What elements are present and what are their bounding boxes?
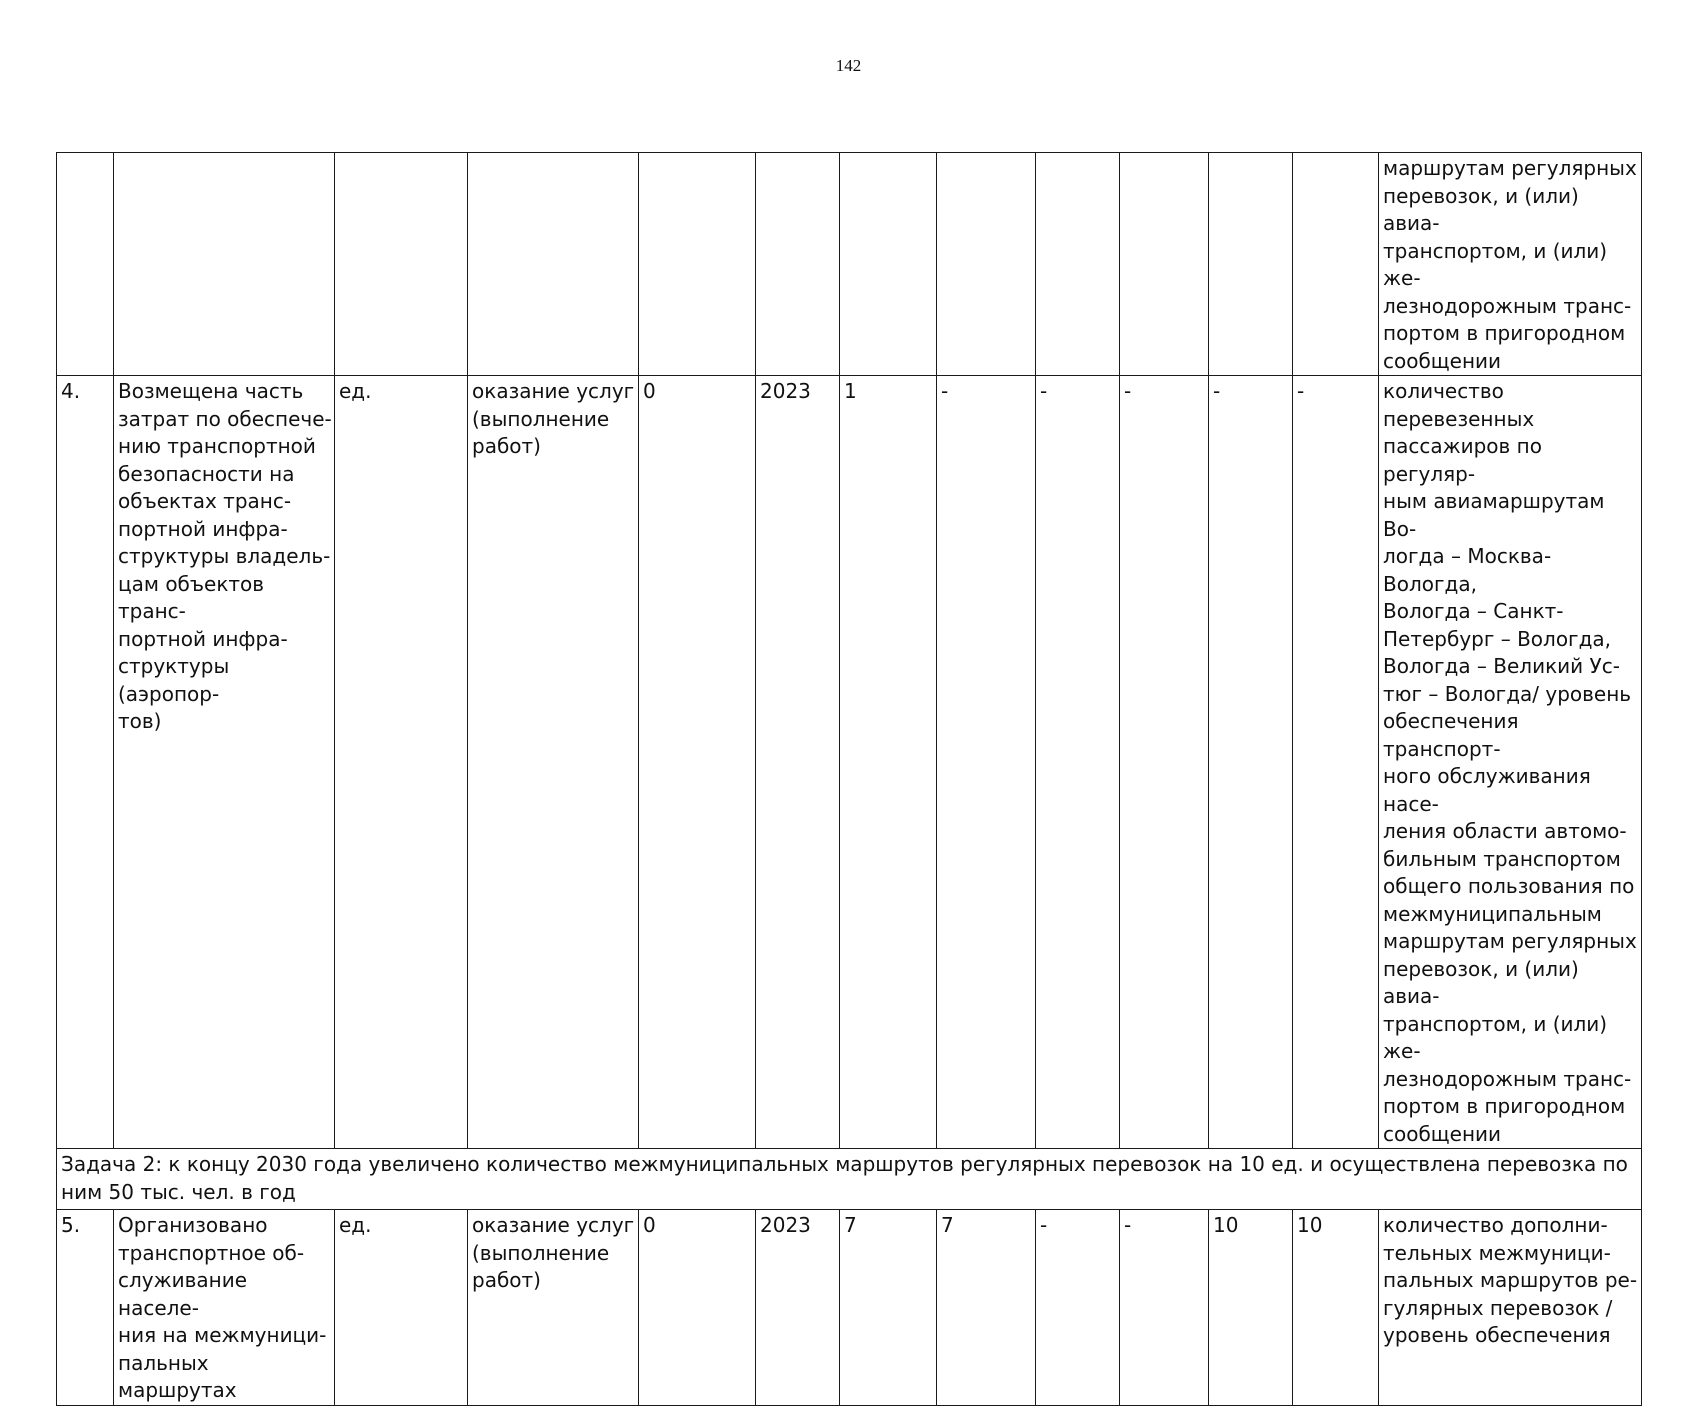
year-value-cell: - [1036, 376, 1120, 1149]
name-cell: Организовано транспортное об- служивание населе- ния на межмуници- пальных маршрутах [114, 1210, 335, 1406]
kind-cell [468, 153, 639, 376]
year-value-cell [937, 153, 1036, 376]
name-cell [114, 153, 335, 376]
year-value-cell: 10 [1293, 1210, 1379, 1406]
year-value-cell: - [1036, 1210, 1120, 1406]
unit-cell [335, 153, 468, 376]
kind-cell: оказание услуг (выполнение работ) [468, 1210, 639, 1406]
year-value-cell: - [1293, 376, 1379, 1149]
year-value-cell [840, 153, 937, 376]
table-row-result-4 [57, 376, 1642, 1149]
num-cell [57, 153, 114, 376]
base-year-cell: 2023 [756, 1210, 840, 1406]
num-cell: 4. [57, 376, 114, 1149]
indicator-cell: количество дополни- тельных межмуници- пальных маршрутов ре- гулярных перевозок / уровень обеспечения [1379, 1210, 1642, 1406]
base-value-cell: 0 [639, 376, 756, 1149]
indicator-cell: маршрутам регулярных перевозок, и (или) авиа- транспортом, и (или) же- лезнодорожным транс- портом в пригородном сообщении [1379, 153, 1642, 376]
year-value-cell: - [1120, 376, 1209, 1149]
task-heading: Задача 2: к концу 2030 года увеличено количество межмуниципальных маршрутов регулярных перевозок на 10 ед. и осуществлена перевозка по ним 50 тыс. чел. в год [57, 1149, 1642, 1210]
year-value-cell [1120, 153, 1209, 376]
name-cell: Возмещена часть затрат по обеспече- нию транспортной безопасности на объектах транс- портной инфра- структуры владель- цам объектов транс- портной инфра- структуры (аэропор- тов) [114, 376, 335, 1149]
year-value-cell: - [1120, 1210, 1209, 1406]
base-year-cell: 2023 [756, 376, 840, 1149]
year-value-cell [1293, 153, 1379, 376]
results-table [56, 152, 1642, 1406]
year-value-cell [1036, 153, 1120, 376]
base-value-cell [639, 153, 756, 376]
num-cell: 5. [57, 1210, 114, 1406]
year-value-cell: 1 [840, 376, 937, 1149]
unit-cell: ед. [335, 376, 468, 1149]
table-row-result-5 [57, 1210, 1642, 1406]
year-value-cell [1209, 153, 1293, 376]
table-row-continuation [57, 153, 1642, 376]
kind-cell: оказание услуг (выполнение работ) [468, 376, 639, 1149]
base-year-cell [756, 153, 840, 376]
page-number: 142 [835, 56, 862, 75]
table-row-task [57, 1149, 1642, 1210]
year-value-cell: 10 [1209, 1210, 1293, 1406]
year-value-cell: 7 [937, 1210, 1036, 1406]
year-value-cell: 7 [840, 1210, 937, 1406]
year-value-cell: - [1209, 376, 1293, 1149]
unit-cell: ед. [335, 1210, 468, 1406]
year-value-cell: - [937, 376, 1036, 1149]
indicator-cell: количество перевезенных пассажиров по регуляр- ным авиамаршрутам Во- логда – Москва-Вологда, Вологда – Санкт- Петербург – Вологда, Вологда – Великий Ус- тюг – Вологда/ уровень обеспечения транспорт- ного обслуживания насе- ления области автомо- бильным транспортом общего пользования по межмуниципальным маршрутам регулярных перевозок, и (или) авиа- транспортом, и (или) же- лезнодорожным транс- портом в пригородном сообщении [1379, 376, 1642, 1149]
base-value-cell: 0 [639, 1210, 756, 1406]
